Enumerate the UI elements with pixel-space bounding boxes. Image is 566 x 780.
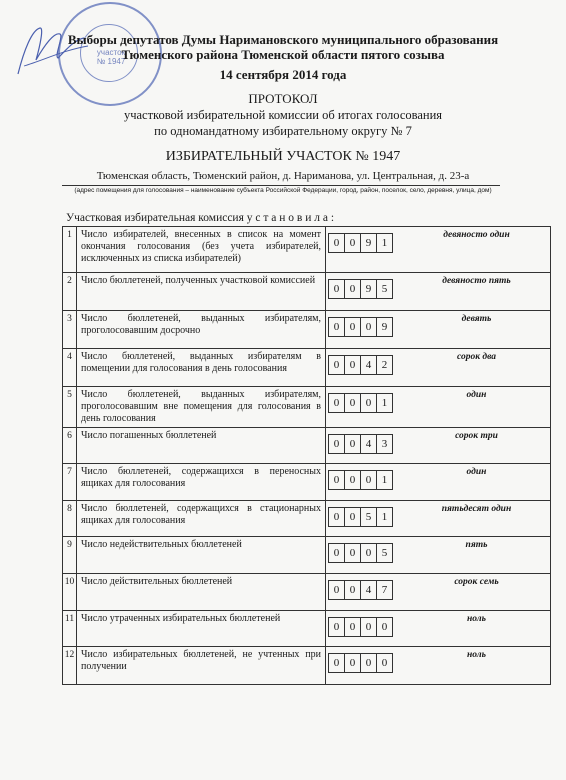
table-row bbox=[63, 428, 551, 464]
row-label: Число избирателей, внесенных в список на момент окончания голосования (без учета избирателей, исключенных из списка избирателей) bbox=[77, 227, 326, 273]
row-value-in-words: сорок семь bbox=[403, 574, 551, 611]
row-number: 2 bbox=[63, 273, 77, 311]
digit-box: 4 bbox=[360, 434, 377, 454]
digit-box: 0 bbox=[344, 507, 361, 527]
digit-box: 0 bbox=[344, 279, 361, 299]
row-digits bbox=[326, 537, 404, 574]
digit-box: 0 bbox=[328, 355, 345, 375]
digit-box: 1 bbox=[376, 470, 393, 490]
digit-box: 9 bbox=[376, 317, 393, 337]
row-number: 7 bbox=[63, 464, 77, 501]
table-row bbox=[63, 349, 551, 387]
stamp-line-1: участок bbox=[96, 48, 126, 57]
digit-box: 4 bbox=[360, 355, 377, 375]
digit-box: 0 bbox=[328, 543, 345, 563]
table-row bbox=[63, 537, 551, 574]
digit-box: 0 bbox=[344, 233, 361, 253]
row-label: Число бюллетеней, содержащихся в переносных ящиках для голосования bbox=[77, 464, 326, 501]
digit-box: 0 bbox=[328, 279, 345, 299]
row-digits bbox=[326, 501, 404, 537]
digit-box: 0 bbox=[344, 653, 361, 673]
row-value-in-words: ноль bbox=[403, 611, 551, 647]
table-row bbox=[63, 273, 551, 311]
address-note: (адрес помещения для голосования – наименование субъекта Российской Федерации, город, район, поселок, село, деревня, улица, дом) bbox=[74, 187, 492, 194]
digit-box: 0 bbox=[360, 470, 377, 490]
protocol-subtitle-2: по одномандатному избирательному округу № 7 bbox=[154, 124, 412, 138]
row-number: 1 bbox=[63, 227, 77, 273]
row-label: Число бюллетеней, полученных участковой комиссией bbox=[77, 273, 326, 311]
digit-box: 2 bbox=[376, 355, 393, 375]
protocol-title: ПРОТОКОЛ bbox=[248, 91, 318, 106]
digit-box: 0 bbox=[328, 393, 345, 413]
table-row bbox=[63, 501, 551, 537]
table-row bbox=[63, 464, 551, 501]
digit-box: 5 bbox=[376, 543, 393, 563]
digit-box: 1 bbox=[376, 393, 393, 413]
row-value-in-words: ноль bbox=[403, 647, 551, 685]
digit-box: 9 bbox=[360, 279, 377, 299]
row-number: 3 bbox=[63, 311, 77, 349]
precinct-address: Тюменская область, Тюменский район, д. Нариманова, ул. Центральная, д. 23-а bbox=[96, 170, 470, 182]
digit-box: 0 bbox=[360, 617, 377, 637]
digit-box: 0 bbox=[360, 653, 377, 673]
row-number: 6 bbox=[63, 428, 77, 464]
row-value-in-words: один bbox=[403, 387, 551, 428]
row-digits bbox=[326, 647, 404, 685]
digit-box: 0 bbox=[376, 617, 393, 637]
digit-box: 0 bbox=[328, 470, 345, 490]
row-value-in-words: сорок три bbox=[403, 428, 551, 464]
digit-box: 0 bbox=[328, 580, 345, 600]
digit-box: 0 bbox=[344, 617, 361, 637]
row-label: Число бюллетеней, содержащихся в стационарных ящиках для голосования bbox=[77, 501, 326, 537]
digit-box: 0 bbox=[344, 434, 361, 454]
row-digits bbox=[326, 464, 404, 501]
digit-box: 0 bbox=[328, 434, 345, 454]
row-value-in-words: пятьдесят один bbox=[403, 501, 551, 537]
row-number: 11 bbox=[63, 611, 77, 647]
row-digits bbox=[326, 387, 404, 428]
digit-box: 0 bbox=[344, 355, 361, 375]
row-number: 5 bbox=[63, 387, 77, 428]
digit-box: 0 bbox=[360, 543, 377, 563]
row-digits bbox=[326, 227, 404, 273]
digit-box: 0 bbox=[328, 653, 345, 673]
precinct-title: ИЗБИРАТЕЛЬНЫЙ УЧАСТОК № 1947 bbox=[165, 149, 401, 164]
digit-box: 9 bbox=[360, 233, 377, 253]
digit-box: 0 bbox=[376, 653, 393, 673]
table-row bbox=[63, 574, 551, 611]
row-label: Число недействительных бюллетеней bbox=[77, 537, 326, 574]
row-digits bbox=[326, 574, 404, 611]
digit-box: 5 bbox=[376, 279, 393, 299]
digit-box: 4 bbox=[360, 580, 377, 600]
row-value-in-words: девяносто пять bbox=[403, 273, 551, 311]
digit-box: 0 bbox=[344, 317, 361, 337]
row-digits bbox=[326, 273, 404, 311]
row-label: Число бюллетеней, выданных избирателям, проголосовавшим досрочно bbox=[77, 311, 326, 349]
row-digits bbox=[326, 428, 404, 464]
table-row bbox=[63, 311, 551, 349]
digit-box: 0 bbox=[328, 317, 345, 337]
digit-box: 5 bbox=[360, 507, 377, 527]
row-number: 10 bbox=[63, 574, 77, 611]
digit-box: 0 bbox=[328, 233, 345, 253]
row-number: 9 bbox=[63, 537, 77, 574]
digit-box: 0 bbox=[328, 617, 345, 637]
table-row bbox=[63, 227, 551, 273]
row-number: 4 bbox=[63, 349, 77, 387]
digit-box: 0 bbox=[344, 543, 361, 563]
digit-box: 1 bbox=[376, 233, 393, 253]
row-label: Число утраченных избирательных бюллетеней bbox=[77, 611, 326, 647]
digit-box: 0 bbox=[344, 393, 361, 413]
row-digits bbox=[326, 611, 404, 647]
election-subtitle: Тюменского района Тюменской области пятого созыва bbox=[121, 47, 445, 62]
digit-box: 0 bbox=[344, 580, 361, 600]
address-underline bbox=[62, 185, 500, 186]
digit-box: 7 bbox=[376, 580, 393, 600]
row-digits bbox=[326, 311, 404, 349]
row-value-in-words: сорок два bbox=[403, 349, 551, 387]
row-label: Число избирательных бюллетеней, не учтенных при получении bbox=[77, 647, 326, 685]
digit-box: 0 bbox=[328, 507, 345, 527]
row-value-in-words: девяносто один bbox=[403, 227, 551, 273]
results-table bbox=[62, 226, 551, 685]
row-number: 12 bbox=[63, 647, 77, 685]
row-value-in-words: один bbox=[403, 464, 551, 501]
row-value-in-words: пять bbox=[403, 537, 551, 574]
digit-box: 0 bbox=[344, 470, 361, 490]
digit-box: 3 bbox=[376, 434, 393, 454]
digit-box: 0 bbox=[360, 393, 377, 413]
row-label: Число бюллетеней, выданных избирателям в помещении для голосования в день голосования bbox=[77, 349, 326, 387]
election-title: Выборы депутатов Думы Наримановского муниципального образования bbox=[67, 32, 499, 47]
row-digits bbox=[326, 349, 404, 387]
digit-box: 1 bbox=[376, 507, 393, 527]
row-number: 8 bbox=[63, 501, 77, 537]
row-value-in-words: девять bbox=[403, 311, 551, 349]
table-row bbox=[63, 647, 551, 685]
commission-statement: Участковая избирательная комиссия у с т а н о в и л а : bbox=[66, 212, 335, 224]
row-label: Число действительных бюллетеней bbox=[77, 574, 326, 611]
table-row bbox=[63, 387, 551, 428]
row-label: Число погашенных бюллетеней bbox=[77, 428, 326, 464]
table-row bbox=[63, 611, 551, 647]
election-date: 14 сентября 2014 года bbox=[219, 67, 347, 82]
stamp-line-2: № 1947 bbox=[96, 57, 126, 66]
row-label: Число бюллетеней, выданных избирателям, проголосовавшим вне помещения для голосования в день голосования bbox=[77, 387, 326, 428]
digit-box: 0 bbox=[360, 317, 377, 337]
protocol-subtitle-1: участковой избирательной комиссии об итогах голосования bbox=[123, 108, 443, 122]
